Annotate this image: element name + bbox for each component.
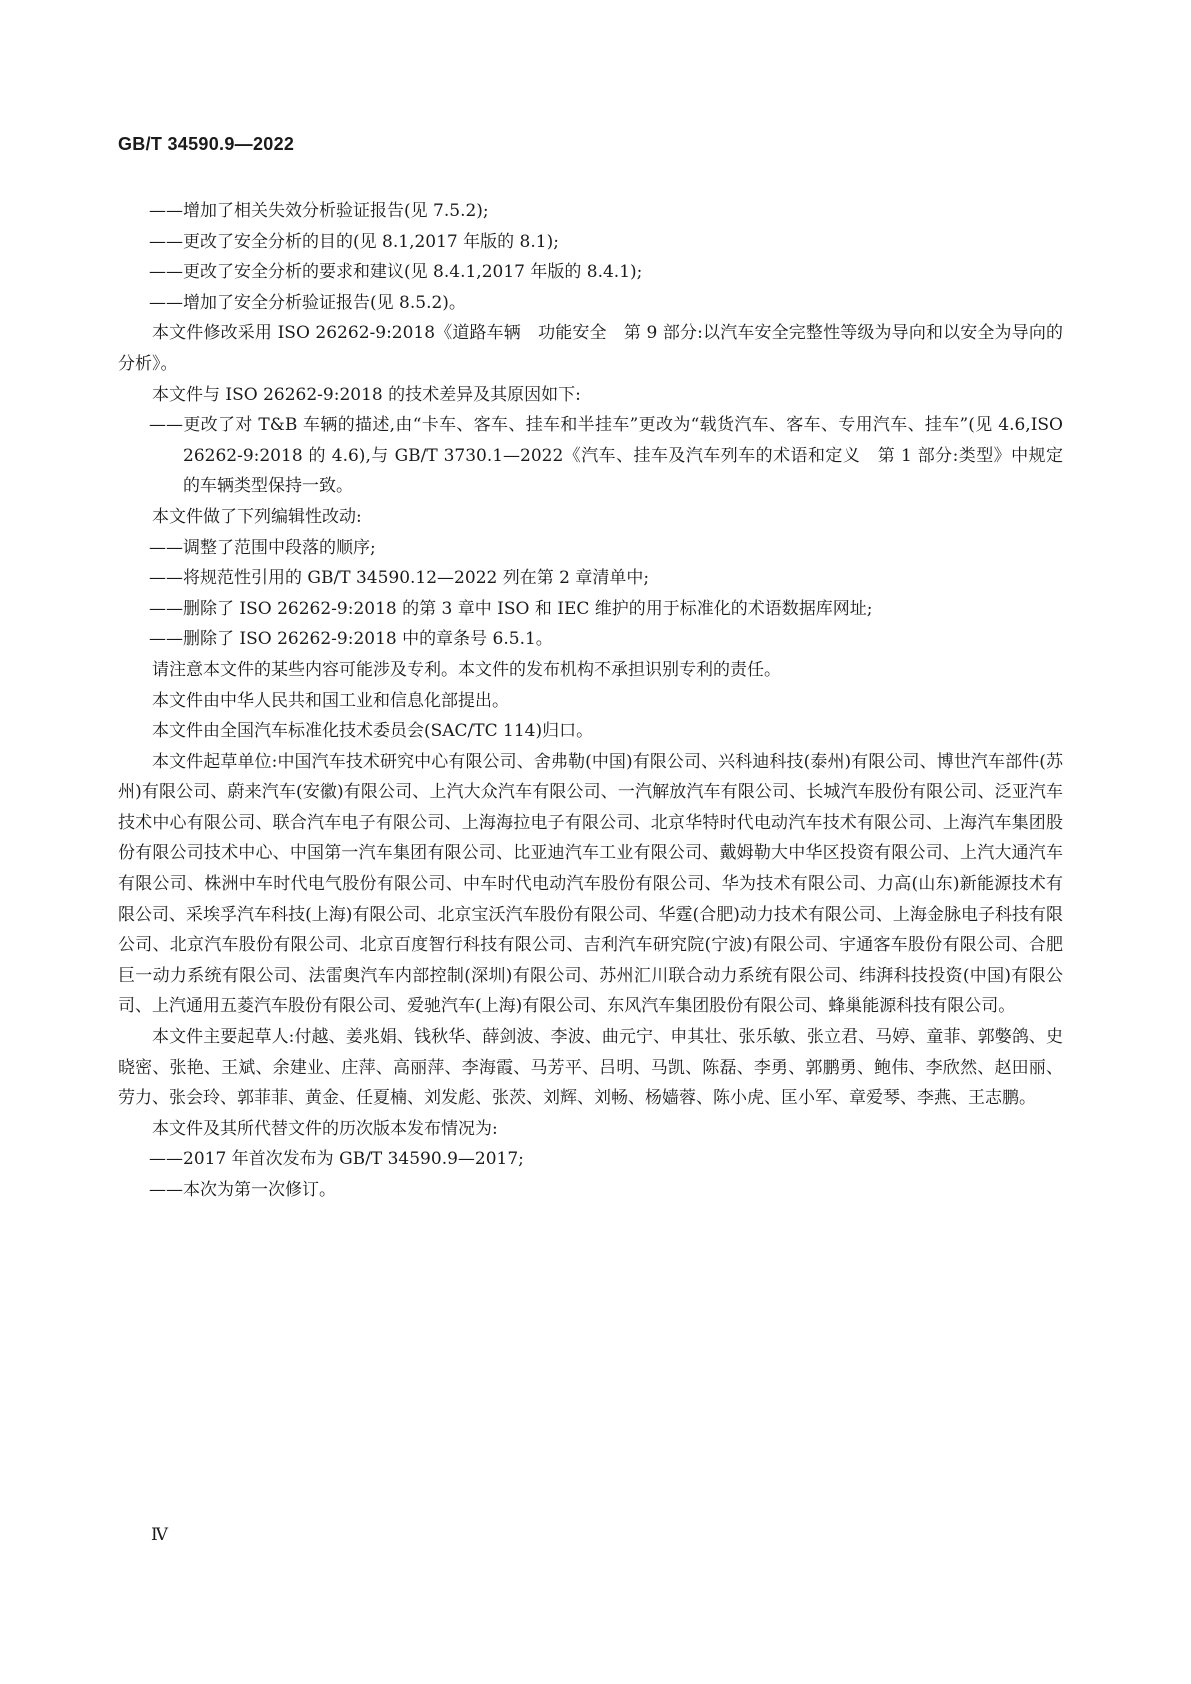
paragraph: 本文件做了下列编辑性改动: [152, 506, 362, 527]
drafters-paragraph: 本文件主要起草人:付越、姜兆娟、钱秋华、薛剑波、李波、曲元宁、申其壮、张乐敏、张立君、马婷、童菲、郭嫳鸽、史晓密、张艳、王斌、余建业、庄萍、高丽萍、李海霞、马芳平、吕明、马凯、陈磊、李勇、郭鹏勇、鲍伟、李欣然、赵田丽、劳力、张会玲、郭菲菲、黄金、任夏楠、刘发彪、张茨、刘辉、刘畅、杨嫱蓉、陈小虎、匡小军、章爱琴、李燕、王志鹏。 [118, 1027, 1063, 1109]
list-item: ——本次为第一次修订。 [149, 1180, 336, 1200]
paragraph: 本文件及其所代替文件的历次版本发布情况为: [152, 1118, 498, 1139]
document-number-header: GB/T 34590.9—2022 [118, 134, 295, 154]
foreword-body [118, 196, 1063, 1206]
list-item: ——更改了安全分析的要求和建议(见 8.4.1,2017 年版的 8.4.1); [149, 262, 643, 283]
paragraph: 本文件由全国汽车标准化技术委员会(SAC/TC 114)归口。 [152, 721, 594, 742]
list-item: ——增加了安全分析验证报告(见 8.5.2)。 [149, 292, 466, 313]
list-item: ——将规范性引用的 GB/T 34590.12—2022 列在第 2 章清单中; [149, 568, 650, 589]
paragraph: 本文件修改采用 ISO 26262-9:2018《道路车辆 功能安全 第 9 部分:以汽车安全完整性等级为导向和以安全为导向的分析》。 [118, 323, 1063, 374]
list-item: ——2017 年首次发布为 GB/T 34590.9—2017; [149, 1149, 524, 1170]
list-item: ——删除了 ISO 26262-9:2018 的第 3 章中 ISO 和 IEC 维护的用于标准化的术语数据库网址; [149, 598, 873, 619]
paragraph: 本文件由中华人民共和国工业和信息化部提出。 [152, 690, 509, 711]
list-item: ——删除了 ISO 26262-9:2018 中的章条号 6.5.1。 [149, 629, 553, 650]
page-number: Ⅳ [151, 1525, 168, 1545]
list-item: ——更改了安全分析的目的(见 8.1,2017 年版的 8.1); [149, 231, 559, 252]
paragraph: 请注意本文件的某些内容可能涉及专利。本文件的发布机构不承担识别专利的责任。 [152, 659, 781, 680]
list-item: ——更改了对 T&B 车辆的描述,由“卡车、客车、挂车和半挂车”更改为“载货汽车、客车、专用汽车、挂车”(见 4.6,ISO 26262-9:2018 的 4.6),与 GB/T 3730.1—2022《汽车、挂车及汽车列车的术语和定义 第 1 部分:类型》中规定的车辆类型保持一致。 [149, 415, 1063, 497]
list-item: ——增加了相关失效分析验证报告(见 7.5.2); [149, 201, 489, 221]
paragraph: 本文件与 ISO 26262-9:2018 的技术差异及其原因如下: [152, 384, 581, 405]
list-item: ——调整了范围中段落的顺序; [149, 537, 376, 558]
drafting-units-paragraph: 本文件起草单位:中国汽车技术研究中心有限公司、舍弗勒(中国)有限公司、兴科迪科技(泰州)有限公司、博世汽车部件(苏州)有限公司、蔚来汽车(安徽)有限公司、上汽大众汽车有限公司、一汽解放汽车有限公司、长城汽车股份有限公司、泛亚汽车技术中心有限公司、联合汽车电子有限公司、上海海拉电子有限公司、北京华特时代电动汽车技术有限公司、上海汽车集团股份有限公司技术中心、中国第一汽车集团有限公司、比亚迪汽车工业有限公司、戴姆勒大中华区投资有限公司、上汽大通汽车有限公司、株洲中车时代电气股份有限公司、中车时代电动汽车股份有限公司、华为技术有限公司、力高(山东)新能源技术有限公司、采埃孚汽车科技(上海)有限公司、北京宝沃汽车股份有限公司、华霆(合肥)动力技术有限公司、上海金脉电子科技有限公司、北京汽车股份有限公司、北京百度智行科技有限公司、吉利汽车研究院(宁波)有限公司、宇通客车股份有限公司、合肥巨一动力系统有限公司、法雷奥汽车内部控制(深圳)有限公司、苏州汇川联合动力系统有限公司、纬湃科技投资(中国)有限公司、上汽通用五菱汽车股份有限公司、爱驰汽车(上海)有限公司、东风汽车集团股份有限公司、蜂巢能源科技有限公司。 [118, 751, 1063, 1017]
